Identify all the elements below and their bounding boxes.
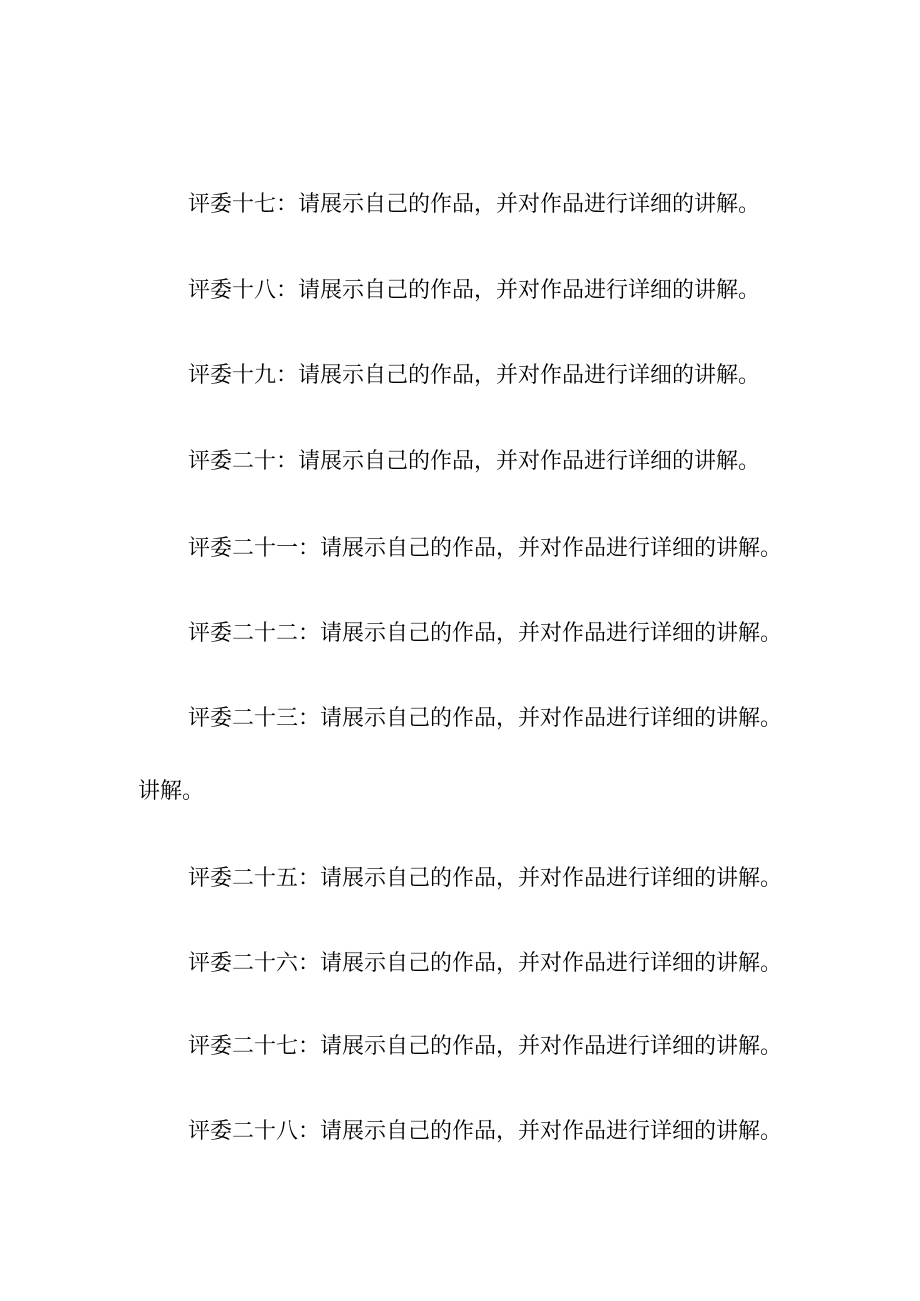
paragraph-continuation-line: 讲解。 — [138, 779, 205, 804]
paragraph-line: 评委十八：请展示自己的作品，并对作品进行详细的讲解。 — [188, 278, 761, 303]
paragraph-line: 评委十七：请展示自己的作品，并对作品进行详细的讲解。 — [188, 192, 761, 217]
paragraph-line: 评委二十：请展示自己的作品，并对作品进行详细的讲解。 — [188, 449, 761, 474]
paragraph-line: 评委二十五：请展示自己的作品，并对作品进行详细的讲解。 — [188, 866, 783, 891]
paragraph-line: 评委二十三：请展示自己的作品，并对作品进行详细的讲解。 — [188, 706, 783, 731]
paragraph-line: 评委十九：请展示自己的作品，并对作品进行详细的讲解。 — [188, 363, 761, 388]
paragraph-line: 评委二十六：请展示自己的作品，并对作品进行详细的讲解。 — [188, 951, 783, 976]
paragraph-line: 评委二十一：请展示自己的作品，并对作品进行详细的讲解。 — [188, 536, 783, 561]
paragraph-line: 评委二十八：请展示自己的作品，并对作品进行详细的讲解。 — [188, 1119, 783, 1144]
paragraph-line: 评委二十二：请展示自己的作品，并对作品进行详细的讲解。 — [188, 621, 783, 646]
paragraph-line: 评委二十七：请展示自己的作品，并对作品进行详细的讲解。 — [188, 1034, 783, 1059]
